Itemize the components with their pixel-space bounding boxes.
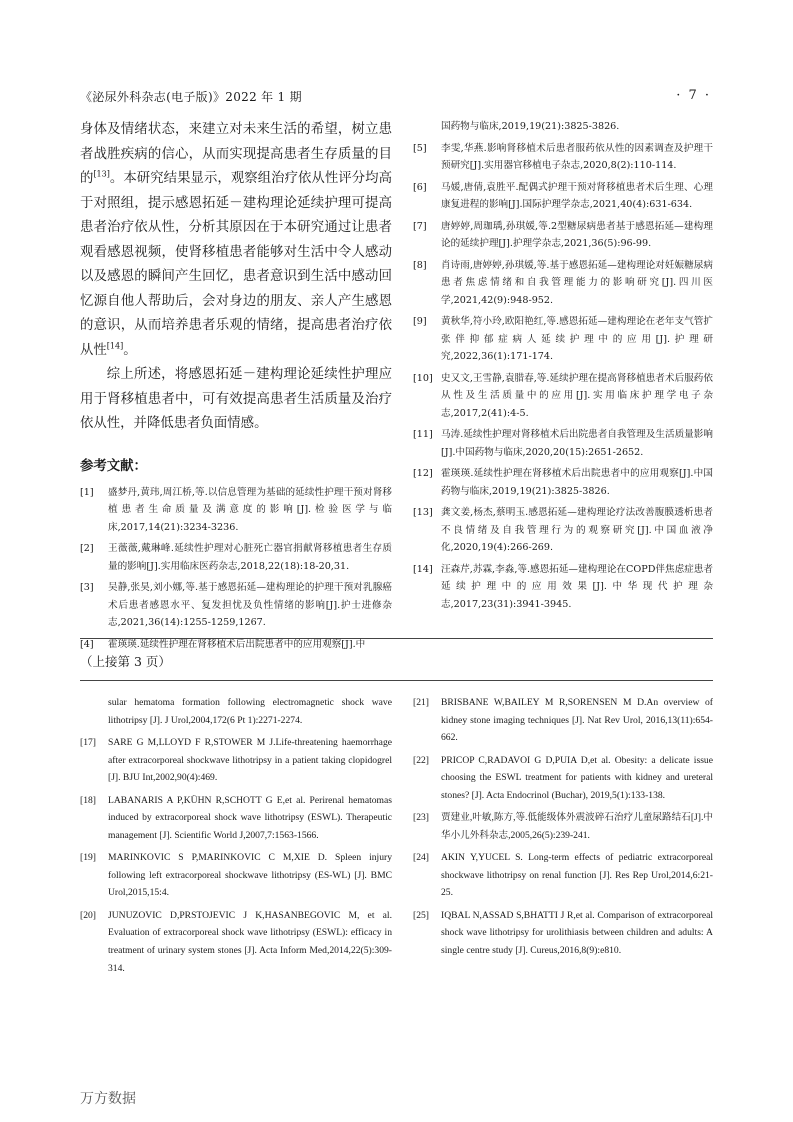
reference-item [413,561,713,614]
reference-number: [4] [80,638,94,650]
reference-number: [6] [413,181,427,193]
reference-text: 国药物与临床,2019,19(21):3825-3826. [441,121,620,132]
reference-text: 肖诗雨,唐婷婷,孙琪媛,等.基于感恩拓延—建构理论对妊娠糖尿病患者焦虑情绪和自我管理能力的影响研究[J].四川医学,2021,42(9):948-952. [441,259,713,306]
reference-item [80,579,392,632]
reference-number: [13] [413,507,433,518]
reference-item [80,907,392,977]
citation-13: [13] [93,169,110,179]
reference-number: [25] [413,909,429,921]
reference-item [413,426,713,461]
reference-number: [3] [80,582,94,593]
reference-item [80,734,392,787]
reference-continuation [80,694,392,729]
continued-from-label: （上接第 3 页） [80,654,171,669]
reference-text: JUNUZOVIC D,PRSTOJEVIC J K,HASANBEGOVIC M, et al. Evaluation of extracorporeal shock wave lithotripsy (ESWL): efficacy in treatment of urinary system stones [J]. Acta Inform Med,2014,22(5):309-314. [108,909,392,974]
reference-text: SARE G M,LLOYD F R,STOWER M J.Life-threatening haemorrhage after extracorporeal shockwave lithotripsy in a patient taking clopidogrel [J]. BJU Int,2002,90(4):469. [108,736,392,784]
reference-item [413,809,713,844]
reference-number: [24] [413,852,429,864]
reference-text: MARINKOVIC S P,MARINKOVIC C M,XIE D. Spleen injury following left extracorporeal shockwave lithotripsy (ES-WL) [J]. BMC Urol,2015,15:4. [108,852,392,899]
reference-text: 吴静,张昊,刘小娜,等.基于感恩拓延—建构理论的护理干预对乳腺癌术后患者感恩水平、复发担忧及负性情绪的影响[J].护士进修杂志,2021,36(14):1255-1259,1267. [108,582,392,628]
reference-number: [19] [80,852,96,864]
para2-end: 。 [123,342,137,358]
reference-item [413,907,713,960]
reference-item [413,218,713,253]
reference-text: 王薇薇,戴琳峰.延续性护理对心脏死亡器官捐献肾移植患者生存质量的影响[J].实用临床医药杂志,2018,22(18):18-20,31. [108,543,392,572]
reference-item [80,849,392,902]
body-paragraph-1 [80,118,392,363]
reference-number: [1] [80,486,94,498]
para1-text: 身体及情绪状态，来建立对未来生活的希望，树立患者战胜疾病的信心，从而实现提高患者生存质量的目的 [80,122,392,186]
reference-text: 龚文姜,杨杰,蔡明玉.感恩拓延—建构理论疗法改善腹膜透析患者不良情绪及自我管理行为的观察研究[J].中国血液净化,2020,19(4):266-269. [441,507,713,553]
page-header [80,88,711,106]
reference-text: 贾建业,叶敏,陈方,等.低能级体外震波碎石治疗儿童尿路结石[J].中华小儿外科杂志,2005,26(5):239-241. [441,812,713,841]
reference-text: 马媛,唐倩,袁胜平.配偶式护理干预对肾移植患者术后生理、心理康复进程的影响[J].国际护理学杂志,2021,40(4):631-634. [441,181,713,210]
reference-text: 唐婷婷,周珈瑀,孙琪媛,等.2型糖尿病患者基于感恩拓延—建构理论的延续护理[J].护理学杂志,2021,36(5):96-99. [441,220,713,249]
reference-number: [12] [413,468,433,479]
reference-item [413,504,713,557]
reference-number: [17] [80,736,96,748]
reference-number: [10] [413,372,433,384]
reference-item [413,140,713,175]
reference-number: [20] [80,909,96,921]
reference-item [80,540,392,575]
reference-item [413,179,713,214]
reference-text: 史又文,王雪静,袁腊春,等.延续护理在提高肾移植患者术后服药依从性及生活质量中的应用[J].实用临床护理学电子杂志,2017,2(41):4-5. [441,372,713,419]
reference-number: [2] [80,543,94,554]
reference-text: 李雯,华燕.影响肾移植术后患者服药依从性的因素调查及护理干预研究[J].实用器官移植电子杂志,2020,8(2):110-114. [441,142,713,171]
reference-text: IQBAL N,ASSAD S,BHATTI J R,et al. Comparison of extracorporeal shock wave lithotripsy for urolithiasis between children and adults: A single centre study [J]. Cureus,2016,8(9):e810. [441,909,713,956]
journal-title: 《泌尿外科杂志(电子版)》2022 年 1 期 [80,90,302,104]
reference-item [413,370,713,423]
reference-text: sular hematoma formation following electromagnetic shock wave lithotripsy [J]. J Urol,2004,172(6 Pt 1):2271-2274. [108,697,392,726]
reference-item [413,752,713,805]
reference-number: [9] [413,316,427,327]
reference-item [413,849,713,902]
body-paragraph-2: 综上所述，将感恩拓延－建构理论延续性护理应用于肾移植患者中，可有效提高患者生活质量及治疗依从性，并降低患者负面情感。 [80,367,392,431]
reference-item [80,484,392,537]
continued-refs-left [80,694,392,982]
reference-number: [11] [413,429,433,440]
watermark-footer: 万方数据 [80,1091,136,1107]
reference-text: LABANARIS A P,KÜHN R,SCHOTT G E,et al. Perirenal hematomas induced by extracorporeal shock wave lithotripsy (ESWL). Therapeutic management [J]. Scientific World J,2007,7:1563-1566. [108,794,392,841]
reference-number: [5] [413,142,427,154]
reference-item [413,465,713,500]
para2-text: 。本研究结果显示，观察组治疗依从性评分均高于对照组，提示感恩拓延－建构理论延续护理可提高患者治疗依从性，分析其原因在于本研究通过让患者观看感恩视频，使肾移植患者能够对生活中令人感动以及感恩的瞬间产生回忆，患者意识到生活中感动回忆源自他人帮助后，会对身边的朋友、亲人产生感恩的意识，从而培养患者乐观的情绪，提高患者治疗依从性 [80,171,393,358]
reference-text: PRICOP C,RADAVOI G D,PUIA D,et al. Obesity: a delicate issue choosing the ESWL treatment for patients with kidney and ureteral stones? [J]. Acta Endocrinol (Buchar), 2019,5(1):133-138. [441,754,713,801]
continued-divider [80,680,713,681]
reference-item [413,694,713,747]
reference-item [80,792,392,845]
reference-text: 盛梦丹,黄玮,周江桥,等.以信息管理为基础的延续性护理干预对肾移植患者生命质量及满意度的影响[J].检验医学与临床,2017,14(21):3234-3236. [108,486,392,533]
reference-text: 马涛.延续性护理对肾移植术后出院患者自我管理及生活质量影响[J].中国药物与临床,2020,20(15):2651-2652. [441,429,713,458]
reference-number: [21] [413,697,429,708]
page-number: · 7 · [676,88,711,103]
left-column [80,118,392,657]
reference-continuation [413,118,713,136]
citation-14: [14] [106,341,124,351]
continued-refs-right [413,694,713,964]
reference-text: 黄秋华,符小玲,欧阳艳红,等.感恩拓延—建构理论在老年支气管扩张伴抑郁症病人延续护理中的应用[J].护理研究,2022,36(1):171-174. [441,316,713,362]
reference-list-left [80,484,392,654]
reference-number: [8] [413,259,427,271]
reference-text: 汪森芹,苏霖,李淼,等.感恩拓延—建构理论在COPD伴焦虑症患者延续护理中的应用效果[J].中华现代护理杂志,2017,23(31):3941-3945. [441,563,713,610]
reference-number: [23] [413,812,429,824]
reference-number: [7] [413,220,427,232]
reference-number: [18] [80,794,96,806]
reference-number: [22] [413,754,429,766]
reference-item [413,313,713,366]
reference-text: BRISBANE W,BAILEY M R,SORENSEN M D.An overview of kidney stone imaging techniques [J]. Nat Rev Urol, 2016,13(11):654-662. [441,697,713,744]
reference-number: [14] [413,563,433,575]
reference-text: AKIN Y,YUCEL S. Long-term effects of pediatric extracorporeal shockwave lithotripsy on renal function [J]. Res Rep Urol,2014,6:21-25. [441,852,713,899]
reference-text: 霍瑛瑛.延续性护理在肾移植术后出院患者中的应用观察[J].中国药物与临床,2019,19(21):3825-3826. [441,468,713,497]
references-title: 参考文献： [80,458,147,474]
section-divider [80,638,713,639]
right-column [413,118,713,617]
reference-text: 霍瑛瑛.延续性护理在肾移植术后出院患者中的应用观察[J].中 [108,638,366,650]
reference-item [413,257,713,310]
